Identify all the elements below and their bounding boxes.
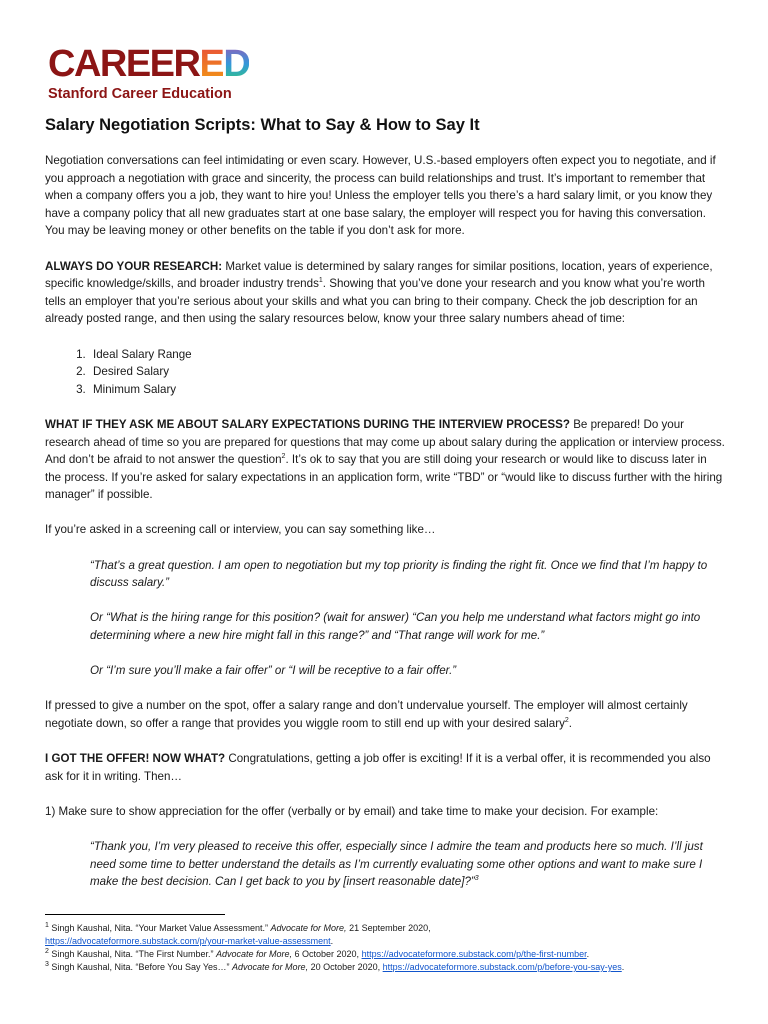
logo-letter-d: D xyxy=(223,43,250,85)
page-title: Salary Negotiation Scripts: What to Say & How to Say It xyxy=(45,116,480,134)
logo-wordmark xyxy=(48,44,249,84)
quote-fair-offer: Or “I’m sure you’ll make a fair offer” or “I will be receptive to a fair offer.” xyxy=(90,664,457,678)
footnote-end: . xyxy=(586,949,590,959)
footnote-text: Singh Kaushal, Nita. “Your Market Value Assessment.” xyxy=(48,923,271,933)
document-body xyxy=(45,152,725,909)
footnote-ref-1: 1 xyxy=(318,277,323,285)
logo-subtitle: Stanford Career Education xyxy=(48,86,232,102)
screening-intro: If you’re asked in a screening call or interview, you can say something like… xyxy=(45,523,436,537)
footnote-3 xyxy=(45,961,735,974)
logo-word-career: CAREER xyxy=(48,43,200,85)
footnote-number: 2 xyxy=(45,948,49,955)
footnote-1-link-line xyxy=(45,935,735,948)
step-1: 1) Make sure to show appreciation for the offer (verbally or by email) and take time to make your decision. For example: xyxy=(45,804,659,818)
footnote-1-link[interactable]: https://advocateformore.substack.com/p/your-market-value-assessment xyxy=(45,936,331,946)
footnote-2 xyxy=(45,948,735,961)
salary-numbers-list xyxy=(45,346,725,399)
footnote-end: . xyxy=(621,962,625,972)
logo-letter-e: E xyxy=(199,43,224,85)
footnote-ref-3: 3 xyxy=(474,875,479,883)
quote-thank-you xyxy=(90,838,725,891)
footnote-2-link[interactable]: https://advocateformore.substack.com/p/the-first-number xyxy=(361,949,587,959)
offer-paragraph xyxy=(45,750,725,785)
list-item: 1. Ideal Salary Range xyxy=(89,346,725,364)
footnote-date: 20 October 2020, xyxy=(308,962,383,972)
footnote-ref-2b: 2 xyxy=(564,717,569,725)
footnote-divider xyxy=(45,914,225,915)
list-item: 2. Desired Salary xyxy=(89,363,725,381)
thank-quote-text: “Thank you, I’m very pleased to receive this offer, especially since I admire the team and products here so much. I’ll just need some time to better understand the details as I’m currently evaluating some other options and want to make sure I make the best decision. Can I get back to you by [insert reasonable date]?” xyxy=(90,840,703,889)
offer-heading: I GOT THE OFFER! NOW WHAT? xyxy=(45,752,226,766)
footnote-publication: Advocate for More, xyxy=(215,949,293,959)
footnote-publication: Advocate for More, xyxy=(270,923,347,933)
footnotes xyxy=(45,922,735,974)
research-paragraph xyxy=(45,258,725,328)
footnote-number: 3 xyxy=(45,961,49,968)
research-text-b: . Showing that you’ve done your research and you know what you’re worth tells an employer that you’re serious about your skills and what you can bring to their company. Check the job description for an already posted range, and then using the salary resources below, know your three salary numbers ahead of time: xyxy=(45,277,705,326)
footnote-publication: Advocate for More, xyxy=(232,962,309,972)
expectations-text-b: . It’s ok to say that you are still doing your research or would like to discuss later in the process. If you’re asked for salary expectations in an application form, write “TBD” or “would like to discuss further with the hiring manager” if possible. xyxy=(45,453,723,502)
expectations-heading: WHAT IF THEY ASK ME ABOUT SALARY EXPECTATIONS DURING THE INTERVIEW PROCESS? xyxy=(45,417,570,431)
footnote-1 xyxy=(45,922,735,935)
list-item: 3. Minimum Salary xyxy=(89,381,725,399)
pressed-end: . xyxy=(568,717,573,730)
footnote-end: . xyxy=(330,936,334,946)
quote-great-question: “That’s a great question. I am open to negotiation but my top priority is finding the right fit. Once we find that I’m happy to discuss salary.” xyxy=(90,558,708,590)
footnote-date: 21 September 2020, xyxy=(346,923,431,933)
footnote-text: Singh Kaushal, Nita. “Before You Say Yes…” xyxy=(48,962,233,972)
intro-paragraph: Negotiation conversations can feel intimidating or even scary. However, U.S.-based employers often expect you to negotiate, and if you approach a negotiation with grace and sincerity, the process can build relationships and trust. It’s important to remember that when a company offers you a job, they want to hire you! Unless the employer tells you there’s a hard salary limit, or you know they have a company policy that all new graduates start at one base salary, the employer will respect you for having this conversation. You may be leaving money or other benefits on the table if you don’t ask for more. xyxy=(45,154,716,238)
offer-text: Congratulations, getting a job offer is exciting! If it is a verbal offer, it is recommended you also ask for it in writing. Then… xyxy=(45,752,711,783)
footnote-date: 6 October 2020, xyxy=(292,949,362,959)
expectations-text-a: Be prepared! Do your research ahead of time so you are prepared for questions that may come up about salary during the application or interview process. And don’t be afraid to not answer the question xyxy=(45,417,725,467)
quote-hiring-range: Or “What is the hiring range for this position? (wait for answer) “Can you help me understand what factors might go into determining where a new hire might fall in this range?” and “That range will work for me.” xyxy=(90,611,701,643)
expectations-paragraph xyxy=(45,416,725,504)
footnote-text: Singh Kaushal, Nita. “The First Number.” xyxy=(48,949,216,959)
pressed-text: If pressed to give a number on the spot, offer a salary range and don’t undervalue yourself. The employer will almost certainly negotiate down, so offer a range that provides you wiggle room to still end up with your desired salary xyxy=(45,699,688,730)
careered-logo xyxy=(48,43,250,106)
footnote-ref-2: 2 xyxy=(281,453,286,461)
research-text-a: Market value is determined by salary ranges for similar positions, location, years of experience, specific knowledge/skills, and broader industry trends xyxy=(45,259,713,291)
footnote-3-link[interactable]: https://advocateformore.substack.com/p/before-you-say-yes xyxy=(382,962,622,972)
research-heading: ALWAYS DO YOUR RESEARCH: xyxy=(45,259,223,273)
footnote-number: 1 xyxy=(45,922,49,929)
pressed-paragraph xyxy=(45,697,725,732)
